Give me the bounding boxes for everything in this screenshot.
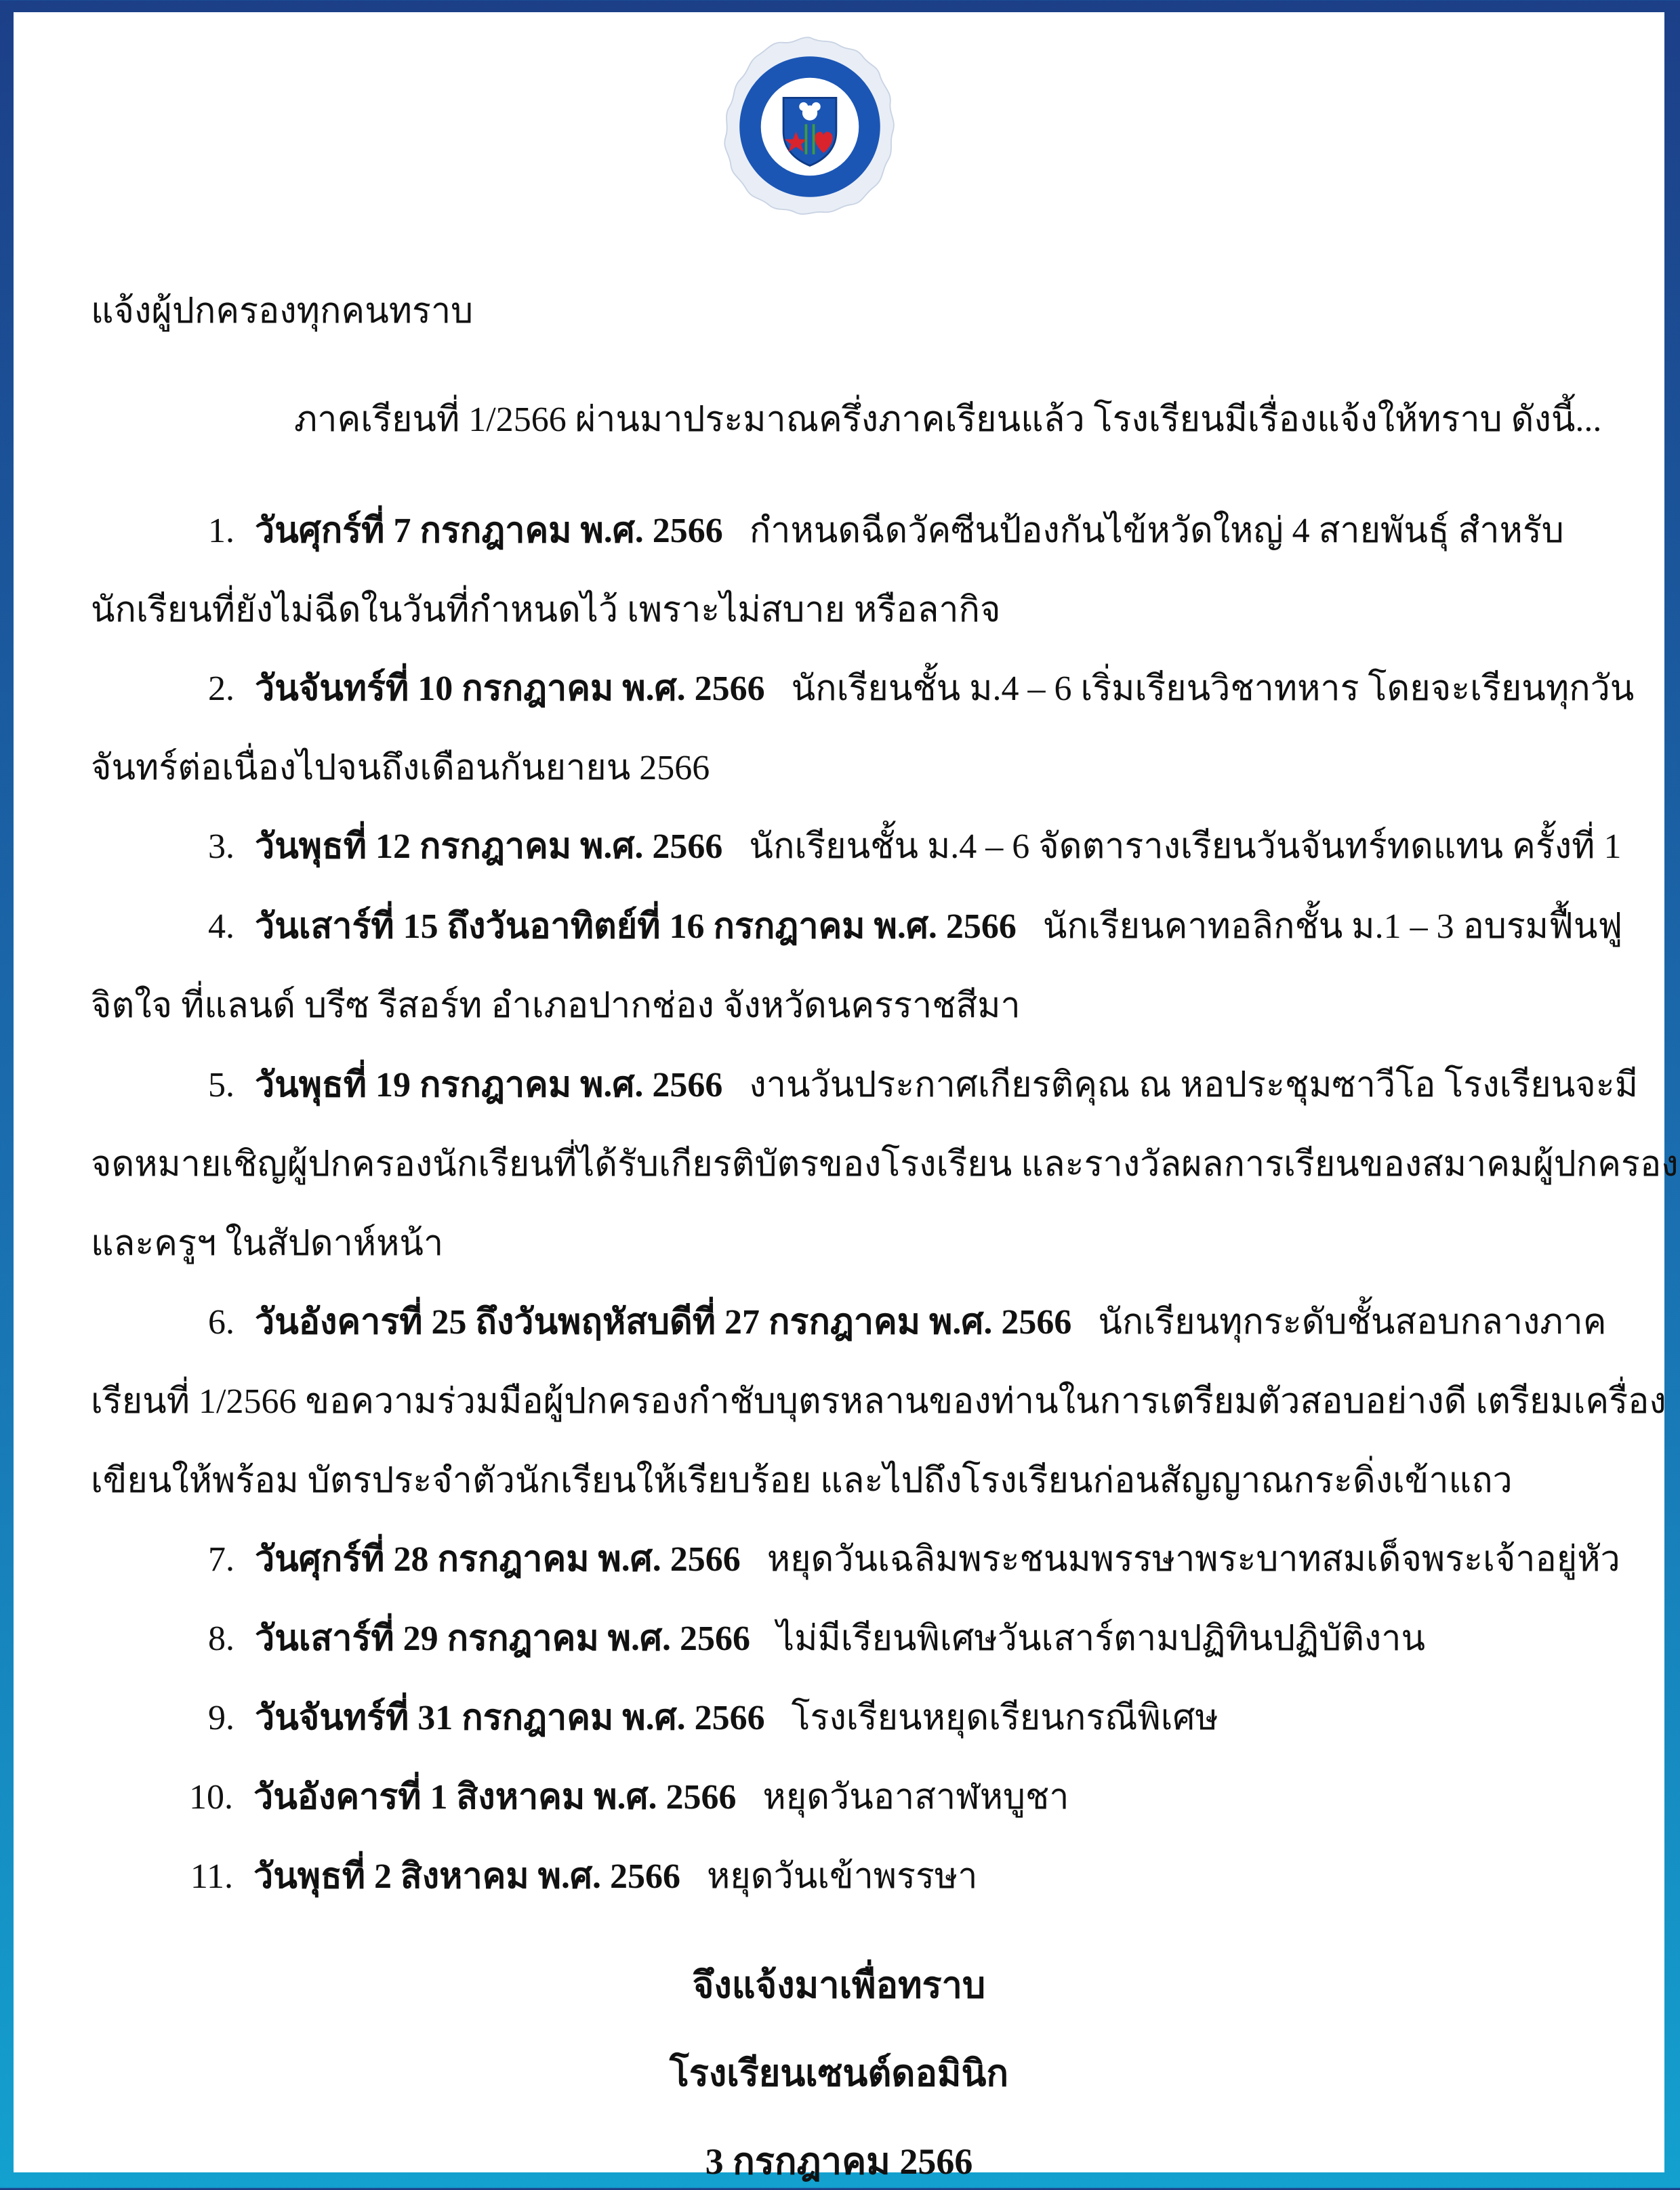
item-number: 5.: [208, 1066, 234, 1104]
announcement-first-line: [180, 1847, 977, 1903]
item-number: 4.: [208, 907, 234, 946]
item-continuation-line: เรียนที่ 1/2566 ขอความร่วมมือผู้ปกครองกำชับบุตรหลานของท่านในการเตรียมตัวสอบอย่างดี เตรียมเครื่อง: [91, 1382, 1666, 1421]
school-logo: [716, 33, 904, 221]
item-date: วันพุธที่ 19 กรกฎาคม พ.ศ. 2566: [255, 1066, 723, 1104]
announcement-first-line: [182, 501, 1564, 558]
announcement-first-line: [182, 1530, 1620, 1586]
item-date: วันศุกร์ที่ 7 กรกฎาคม พ.ศ. 2566: [255, 512, 723, 550]
item-date: วันศุกร์ที่ 28 กรกฎาคม พ.ศ. 2566: [255, 1540, 741, 1579]
item-text: หยุดวันเข้าพรรษา: [707, 1857, 978, 1896]
item-number: 10.: [189, 1778, 233, 1817]
item-text: หยุดวันอาสาฬหบูชา: [762, 1778, 1069, 1817]
item-continuation-line: จดหมายเชิญผู้ปกครองนักเรียนที่ได้รับเกียรติบัตรของโรงเรียน และรางวัลผลการเรียนของสมาคมผู้ปกครอง: [91, 1145, 1679, 1184]
item-number: 1.: [208, 512, 234, 550]
item-date: วันเสาร์ที่ 15 ถึงวันอาทิตย์ที่ 16 กรกฎาคม พ.ศ. 2566: [255, 907, 1017, 946]
item-text: นักเรียนชั้น ม.4 – 6 เริ่มเรียนวิชาทหาร โดยจะเรียนทุกวัน: [791, 669, 1635, 708]
closing-notice: จึงแจ้งมาเพื่อทราบ: [692, 1965, 986, 2006]
document-date: 3 กรกฎาคม 2566: [705, 2141, 973, 2182]
item-date: วันพุธที่ 2 สิงหาคม พ.ศ. 2566: [253, 1857, 680, 1896]
school-name-signature: โรงเรียนเซนต์ดอมินิก: [669, 2053, 1009, 2094]
item-text: ไม่มีเรียนพิเศษวันเสาร์ตามปฏิทินปฏิบัติงาน: [777, 1619, 1426, 1658]
item-number: 11.: [190, 1857, 233, 1896]
item-date: วันอังคารที่ 1 สิงหาคม พ.ศ. 2566: [253, 1778, 737, 1817]
announcement-first-line: [182, 1609, 1425, 1666]
item-continuation-line: และครูฯ ในสัปดาห์หน้า: [91, 1224, 444, 1263]
announcement-first-line: [180, 1768, 1069, 1824]
item-text: นักเรียนคาทอลิกชั้น ม.1 – 3 อบรมฟื้นฟู: [1042, 907, 1623, 946]
announcement-first-line: [182, 659, 1634, 716]
item-text: กำหนดฉีดวัคซีนป้องกันไข้หวัดใหญ่ 4 สายพันธุ์ สำหรับ: [749, 512, 1564, 550]
item-text: นักเรียนชั้น ม.4 – 6 จัดตารางเรียนวันจันทร์ทดแทน ครั้งที่ 1: [749, 827, 1622, 866]
item-number: 8.: [208, 1619, 234, 1658]
item-number: 9.: [208, 1699, 234, 1737]
item-continuation-line: เขียนให้พร้อม บัตรประจำตัวนักเรียนให้เรียบร้อย และไปถึงโรงเรียนก่อนสัญญาณกระดิ่งเข้าแถว: [91, 1462, 1513, 1500]
greeting-line: แจ้งผู้ปกครองทุกคนทราบ: [91, 292, 474, 331]
item-continuation-line: นักเรียนที่ยังไม่ฉีดในวันที่กำหนดไว้ เพราะไม่สบาย หรือลากิจ: [91, 591, 1001, 629]
announcement-first-line: [182, 1293, 1607, 1349]
announcement-first-line: [182, 817, 1621, 873]
item-date: วันพุธที่ 12 กรกฎาคม พ.ศ. 2566: [255, 827, 723, 866]
item-date: วันจันทร์ที่ 10 กรกฎาคม พ.ศ. 2566: [255, 669, 765, 708]
item-continuation-line: จันทร์ต่อเนื่องไปจนถึงเดือนกันยายน 2566: [91, 749, 710, 787]
item-date: วันจันทร์ที่ 31 กรกฎาคม พ.ศ. 2566: [255, 1699, 765, 1737]
item-text: นักเรียนทุกระดับชั้นสอบกลางภาค: [1098, 1303, 1607, 1342]
item-continuation-line: จิตใจ ที่แลนด์ บรีซ รีสอร์ท อำเภอปากช่อง จังหวัดนครราชสีมา: [91, 987, 1021, 1025]
announcement-first-line: [182, 897, 1622, 953]
document-page: [14, 12, 1679, 2182]
item-text: หยุดวันเฉลิมพระชนมพรรษาพระบาทสมเด็จพระเจ้าอยู่หัว: [766, 1540, 1620, 1579]
item-text: งานวันประกาศเกียรติคุณ ณ หอประชุมซาวีโอ โรงเรียนจะมี: [749, 1066, 1638, 1104]
item-number: 2.: [208, 669, 234, 708]
item-date: วันเสาร์ที่ 29 กรกฎาคม พ.ศ. 2566: [255, 1619, 751, 1658]
announcement-first-line: [182, 1056, 1638, 1112]
item-number: 6.: [208, 1303, 234, 1342]
item-number: 3.: [208, 827, 234, 866]
item-number: 7.: [208, 1540, 234, 1579]
item-text: โรงเรียนหยุดเรียนกรณีพิเศษ: [791, 1699, 1218, 1737]
item-date: วันอังคารที่ 25 ถึงวันพฤหัสบดีที่ 27 กรกฎาคม พ.ศ. 2566: [255, 1303, 1072, 1342]
announcement-first-line: [182, 1689, 1218, 1745]
intro-paragraph: ภาคเรียนที่ 1/2566 ผ่านมาประมาณครึ่งภาคเรียนแล้ว โรงเรียนมีเรื่องแจ้งให้ทราบ ดังนี้...: [294, 400, 1602, 439]
